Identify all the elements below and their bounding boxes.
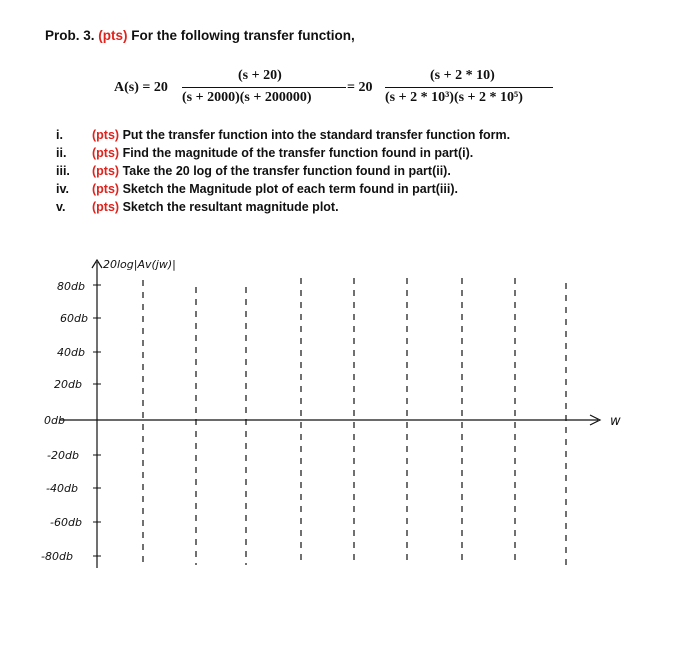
task-pts: (pts) — [92, 128, 120, 142]
task-text: Take the 20 log of the transfer function found in part(ii). — [122, 164, 451, 178]
task-number: v. — [56, 200, 66, 214]
equation-lhs: A(s) = 20 — [114, 80, 168, 95]
y-tick-label: -40db — [46, 482, 78, 495]
task-text: Put the transfer function into the standard transfer function form. — [122, 128, 511, 142]
task-number: ii. — [56, 146, 67, 160]
equation-equals-2: = 20 — [347, 80, 373, 95]
task-pts: (pts) — [92, 182, 120, 196]
task-text: Sketch the Magnitude plot of each term found in part(iii). — [122, 182, 458, 196]
equation-numerator-2: (s + 2 * 10) — [430, 68, 495, 83]
problem-text: For the following transfer function, — [131, 28, 355, 43]
y-tick-label: 0db — [44, 414, 65, 427]
problem-pts: (pts) — [98, 28, 128, 43]
problem-label: Prob. 3. — [45, 28, 95, 43]
task-pts: (pts) — [92, 200, 120, 214]
y-tick-label: 80db — [57, 280, 85, 293]
task-text: Find the magnitude of the transfer function found in part(i). — [122, 146, 474, 160]
task-text: Sketch the resultant magnitude plot. — [122, 200, 339, 214]
y-tick-label: -20db — [47, 449, 79, 462]
task-pts: (pts) — [92, 164, 120, 178]
equation-denominator-1: (s + 2000)(s + 200000) — [182, 90, 312, 105]
y-axis-label: 20log|Av(jw)| — [103, 258, 176, 271]
task-pts: (pts) — [92, 146, 120, 160]
vertical-guides — [143, 278, 566, 565]
y-tick-label: 20db — [54, 378, 82, 391]
y-tick-label: -60db — [50, 516, 82, 529]
task-number: iii. — [56, 164, 70, 178]
x-axis-label: w — [610, 414, 621, 429]
equation-numerator-1: (s + 20) — [238, 68, 282, 83]
task-number: iv. — [56, 182, 69, 196]
y-tick-label: -80db — [41, 550, 73, 563]
equation-denominator-2: (s + 2 * 10³)(s + 2 * 10⁵) — [385, 90, 523, 105]
y-tick-label: 60db — [60, 312, 88, 325]
y-tick-label: 40db — [57, 346, 85, 359]
task-number: i. — [56, 128, 63, 142]
